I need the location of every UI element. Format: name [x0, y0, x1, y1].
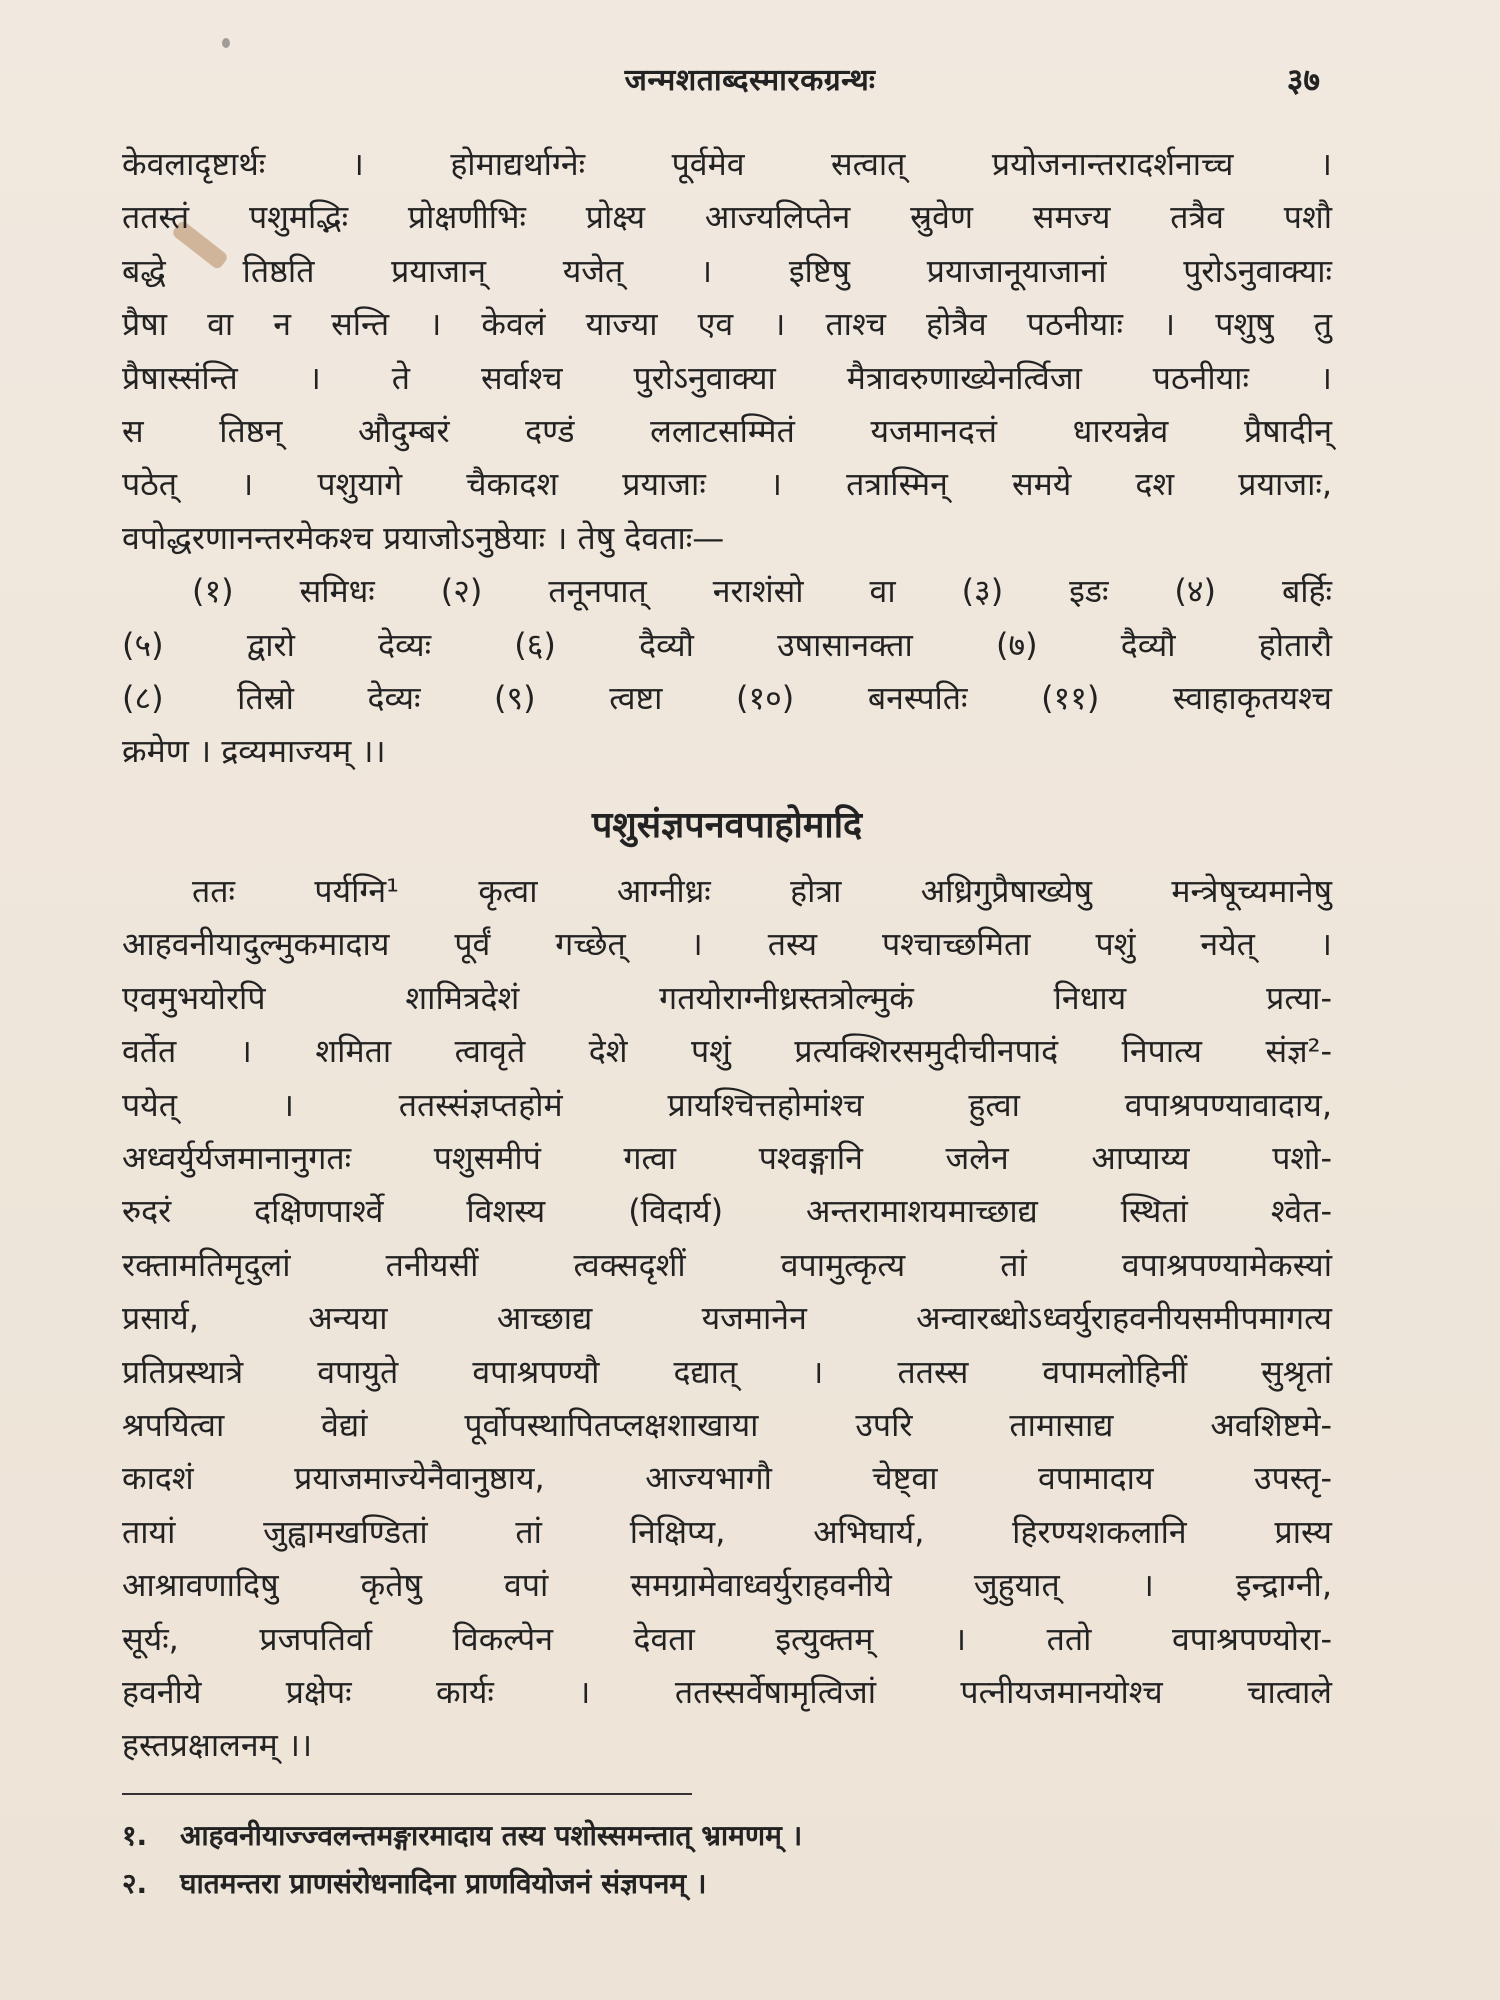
text-line: प्रतिप्रस्थात्रे वपायुते वपाश्रपण्यौ दद्यात् । ततस्स वपामलोहिनीं सुश्रृतां	[122, 1352, 1332, 1391]
text-line: अध्वर्युर्यजमानानुगतः पशुसमीपं गत्वा पश्वङ्गानि जलेन आप्याय्य पशो-	[122, 1138, 1332, 1177]
footnote-1	[122, 1812, 1332, 1860]
footnote-number: २.	[122, 1867, 148, 1900]
text-line: प्रैषा वा न सन्ति । केवलं याज्या एव । ताश्च होत्रैव पठनीयाः । पशुषु तु	[122, 305, 1332, 344]
text-line: कादशं प्रयाजमाज्येनैवानुष्ठाय, आज्यभागौ चेष्ट्वा वपामादाय उपस्तृ-	[122, 1459, 1332, 1498]
footnote-divider	[122, 1793, 692, 1795]
text-line: रुदरं दक्षिणपार्श्वे विशस्य (विदार्य) अन्तरामाशयमाच्छाद्य स्थितां श्वेत-	[122, 1192, 1332, 1231]
footnote-number: १.	[122, 1819, 148, 1852]
text-line: रक्तामतिमृदुलां तनीयसीं त्वक्सदृशीं वपामुत्कृत्य तां वपाश्रपण्यामेकस्यां	[122, 1245, 1332, 1284]
text-line: सूर्यः, प्रजपतिर्वा विकल्पेन देवता इत्युक्तम् । ततो वपाश्रपण्योरा-	[122, 1619, 1332, 1658]
text-line: एवमुभयोरपि शामित्रदेशं गतयोराग्नीध्रस्तत्रोल्मुकं निधाय प्रत्या-	[122, 978, 1332, 1017]
section-heading: पशुसंज्ञपनवपाहोमादि	[591, 804, 863, 846]
text-line: वपोद्धरणानन्तरमेकश्च प्रयाजोऽनुष्ठेयाः । तेषु देवताः—	[122, 518, 725, 557]
text-line: प्रैषास्संन्ति । ते सर्वाश्च पुरोऽनुवाक्या मैत्रावरुणाख्येनर्त्विजा पठनीयाः ।	[122, 358, 1332, 397]
text-line: पठेत् । पशुयागे चैकादश प्रयाजाः । तत्रास्मिन् समये दश प्रयाजाः,	[122, 465, 1332, 504]
text-line: हवनीये प्रक्षेपः कार्यः । ततस्सर्वेषामृत्विजां पत्नीयजमानयोश्च चात्वाले	[122, 1672, 1332, 1711]
footnote-text: घातमन्तरा प्राणसंरोधनादिना प्राणवियोजनं संज्ञपनम् ।	[180, 1867, 707, 1900]
text-line: केवलादृष्टार्थः । होमाद्यर्थाग्नेः पूर्वमेव सत्वात् प्रयोजनान्तरादर्शनाच्च ।	[122, 145, 1332, 183]
text-line: ततस्तं पशुमद्भिः प्रोक्षणीभिः प्रोक्ष्य आज्यलिप्तेन स्रुवेण समज्य तत्रैव पशौ	[122, 198, 1332, 237]
body-text	[122, 138, 1332, 1773]
text-line: हस्तप्रक्षालनम् ।।	[122, 1726, 313, 1765]
footnotes	[122, 1812, 1332, 1908]
text-line: आहवनीयादुल्मुकमादाय पूर्वं गच्छेत् । तस्य पश्चाच्छमिता पशुं नयेत् ।	[122, 925, 1332, 964]
footnote-2	[122, 1860, 1332, 1908]
deity-list-line: क्रमेण । द्रव्यमाज्यम् ।।	[122, 732, 386, 771]
text-line: तायां जुह्वामखण्डितां तां निक्षिप्य, अभिघार्य, हिरण्यशकलानि प्रास्य	[122, 1512, 1332, 1551]
running-title: जन्मशताब्दस्मारकग्रन्थः	[624, 63, 876, 98]
page-number: ३७	[1286, 61, 1320, 99]
paper-speck	[222, 38, 230, 48]
footnote-text: आहवनीयाज्ज्वलन्तमङ्गारमादाय तस्य पशोस्समन्तात् भ्रामणम् ।	[180, 1819, 803, 1852]
text-line: आश्रावणादिषु कृतेषु वपां समग्रामेवाध्वर्युराहवनीये जुहुयात् । इन्द्राग्नी,	[122, 1566, 1332, 1605]
text-line: ततः पर्यग्नि¹ कृत्वा आग्नीध्रः होत्रा अध्रिगुप्रैषाख्येषु मन्त्रेषूच्यमानेषु	[192, 871, 1332, 910]
deity-list-line: (८) तिस्रो देव्यः (९) त्वष्टा (१०) बनस्पतिः (११) स्वाहाकृतयश्च	[122, 679, 1332, 718]
deity-list-line: (५) द्वारो देव्यः (६) दैव्यौ उषासानक्ता (७) दैव्यौ होतारौ	[122, 625, 1332, 664]
text-line: पयेत् । ततस्संज्ञप्तहोमं प्रायश्चित्तहोमांश्च हुत्वा वपाश्रपण्यावादाय,	[122, 1085, 1332, 1124]
paragraph-1	[122, 138, 1332, 565]
text-line: वर्तेत । शमिता त्वावृते देशे पशुं प्रत्यक्शिरसमुदीचीनपादं निपात्य संज्ञ²-	[122, 1032, 1332, 1071]
text-line: बद्धे तिष्ठति प्रयाजान् यजेत् । इष्टिषु प्रयाजानूयाजानां पुरोऽनुवाक्याः	[122, 251, 1332, 290]
deity-list	[122, 565, 1332, 779]
paragraph-2	[122, 865, 1332, 1773]
deity-list-line: (१) समिधः (२) तनूनपात् नराशंसो वा (३) इडः (४) बर्हिः	[192, 572, 1332, 611]
text-line: प्रसार्य, अन्यया आच्छाद्य यजमानेन अन्वारब्धोऽध्वर्युराहवनीयसमीपमागत्य	[122, 1299, 1332, 1338]
text-line: श्रपयित्वा वेद्यां पूर्वोपस्थापितप्लक्षशाखाया उपरि तामासाद्य अवशिष्टमे-	[122, 1405, 1332, 1444]
text-line: स तिष्ठन् औदुम्बरं दण्डं ललाटसम्मितं यजमानदत्तं धारयन्नेव प्रैषादीन्	[122, 412, 1332, 451]
